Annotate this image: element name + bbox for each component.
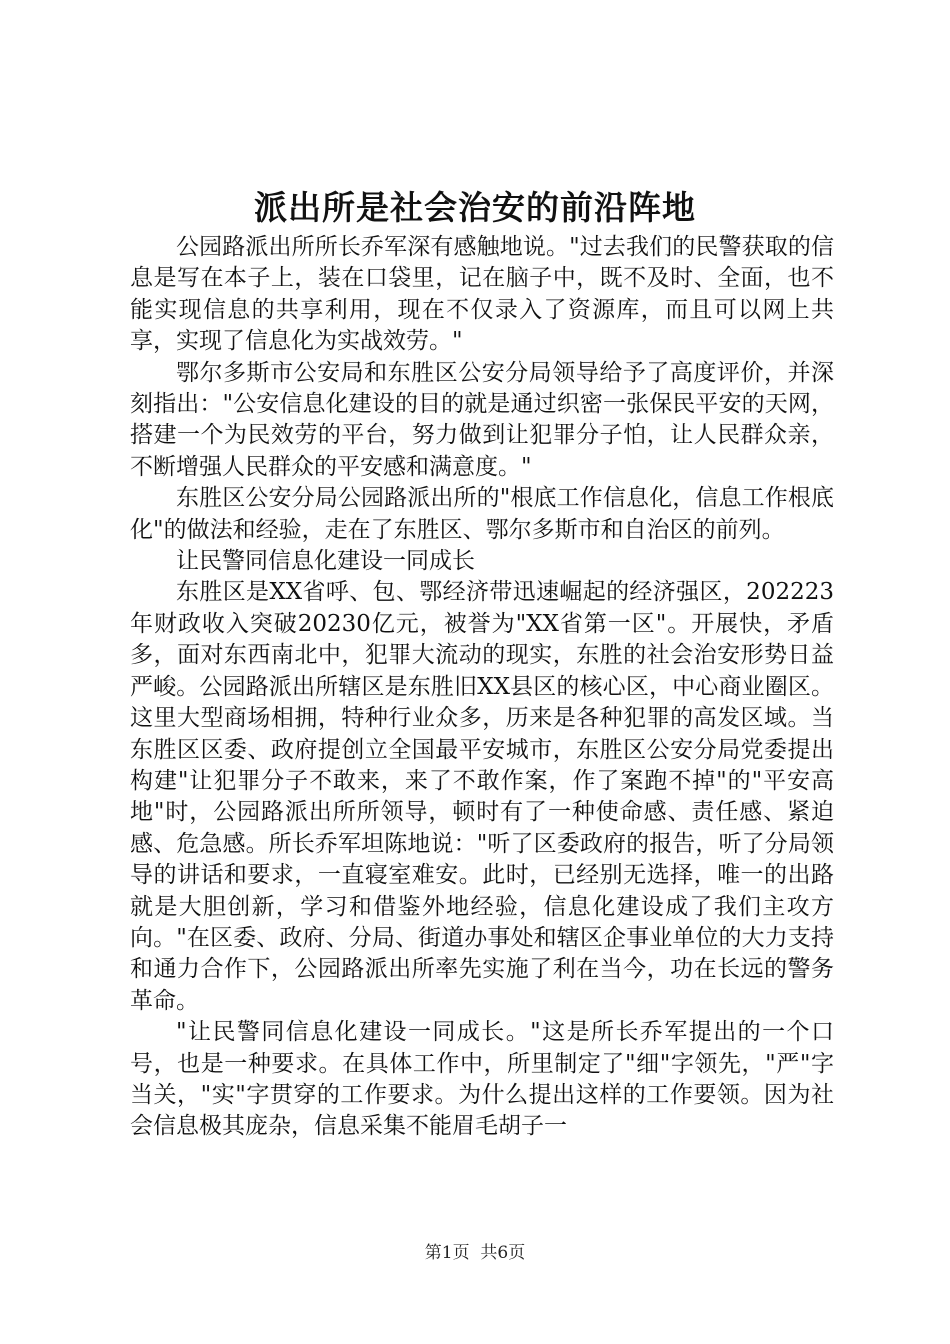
document-title: 派出所是社会治安的前沿阵地 <box>254 188 696 227</box>
document-body <box>130 232 834 1143</box>
page-number: 第1页 <box>424 1243 470 1263</box>
section-heading: 让民警同信息化建设一同成长 <box>176 548 475 575</box>
paragraph: 东胜区公安分局公园路派出所的"根底工作信息化，信息工作根底化"的做法和经验，走在了东胜区、鄂尔多斯市和自治区的前列。 <box>130 485 834 543</box>
page-footer <box>0 1242 950 1264</box>
paragraph: 东胜区是XX省呼、包、鄂经济带迅速崛起的经济强区，202223年财政收入突破20230亿元，被誉为"XX省第一区"。开展快，矛盾多，面对东西南北中，犯罪大流动的现实，东胜的社会治安形势日益严峻。公园路派出所辖区是东胜旧XX县区的核心区，中心商业圈区。这里大型商场相拥，特种行业众多，历来是各种犯罪的高发区域。当东胜区区委、政府提创立全国最平安城市，东胜区公安分局党委提出构建"让犯罪分子不敢来，来了不敢作案，作了案跑不掉"的"平安高地"时，公园路派出所所领导，顿时有了一种使命感、责任感、紧迫感、危急感。所长乔军坦陈地说："听了区委政府的报告，听了分局领导的讲话和要求，一直寝室难安。此时，已经别无选择，唯一的出路就是大胆创新，学习和借鉴外地经验，信息化建设成了我们主攻方向。"在区委、政府、分局、街道办事处和辖区企事业单位的大力支持和通力合作下，公园路派出所率先实施了利在当今，功在长远的警务革命。 <box>130 579 834 1014</box>
paragraph: 公园路派出所所长乔军深有感触地说。"过去我们的民警获取的信息是写在本子上，装在口袋里，记在脑子中，既不及时、全面，也不能实现信息的共享利用，现在不仅录入了资源库，而且可以网上共享，实现了信息化为实战效劳。" <box>130 234 834 355</box>
page-total: 共6页 <box>480 1243 526 1263</box>
paragraph: 鄂尔多斯市公安局和东胜区公安分局领导给予了高度评价，并深刻指出："公安信息化建设的目的就是通过织密一张保民平安的天网，搭建一个为民效劳的平台，努力做到让犯罪分子怕，让人民群众亲，不断增强人民群众的平安感和满意度。" <box>130 359 834 480</box>
paragraph: "让民警同信息化建设一同成长。"这是所长乔军提出的一个口号，也是一种要求。在具体工作中，所里制定了"细"字领先，"严"字当关，"实"字贯穿的工作要求。为什么提出这样的工作要领。因为社会信息极其庞杂，信息采集不能眉毛胡子一 <box>130 1019 834 1140</box>
